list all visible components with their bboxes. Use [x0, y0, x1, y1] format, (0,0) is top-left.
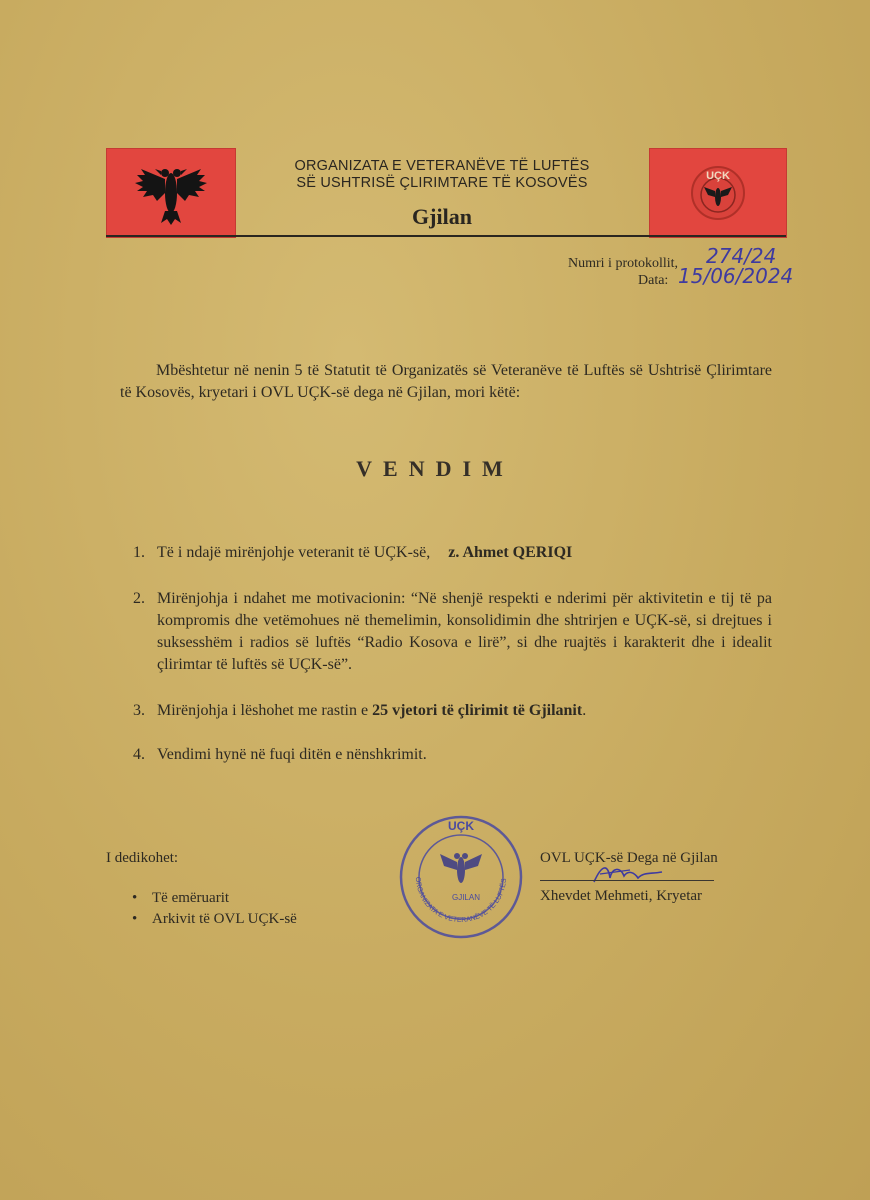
decision-title: VENDIM — [356, 456, 514, 481]
protocol-number-label: Numri i protokollit, — [568, 256, 679, 271]
signatory-name: Xhevdet Mehmeti, Kryetar — [540, 888, 703, 904]
stamp-top-text: UÇK — [448, 819, 474, 833]
official-stamp — [396, 812, 526, 942]
double-headed-eagle-icon — [107, 149, 235, 237]
item-number: 3. — [133, 702, 145, 719]
dedicated-label: I dedikohet: — [106, 850, 179, 866]
item-text: Të i ndajë mirënjohje veteranit të UÇK-së, — [157, 544, 431, 561]
item-number: 4. — [133, 746, 145, 763]
recipient-name: z. Ahmet QERIQI — [448, 544, 573, 561]
stamp-seal-icon — [396, 812, 526, 942]
item-text: Mirënjohja i ndahet me motivacionin: “Në shenjë respekti e nderimi për aktivitetin e tij të pa kompromis dhe vetëmohues në themelimin, konsolidimin dhe shtrirjen e UÇK-së, si drejtues i suksesshëm i radios së luftës “Radio Kosova e lirë”, si dhe ruajtës i karakterit dhe i idealit çlirimtar të luftës së UÇK-së”. — [157, 590, 772, 673]
handwritten-signature — [590, 860, 670, 888]
list-item: • Arkivit të OVL UÇK-së — [130, 909, 297, 930]
decision-item-3 — [133, 700, 772, 722]
header-rule — [106, 235, 786, 237]
org-name-line-2: SË USHTRISË ÇLIRIMTARE TË KOSOVËS — [296, 175, 588, 191]
item-text-end: . — [582, 702, 587, 719]
decision-item-4 — [133, 744, 772, 766]
signature-line — [540, 880, 714, 881]
decision-item-2 — [133, 588, 772, 676]
intro-paragraph: Mbështetur në nenin 5 të Statutit të Organizatës së Veteranëve të Luftës së Ushtrisë Çlirimtare të Kosovës, kryetari i OVL UÇK-së dega në Gjilan, mori këtë: — [120, 362, 772, 401]
org-name-line-1: ORGANIZATA E VETERANËVE TË LUFTËS — [294, 158, 590, 174]
branch-name: OVL UÇK-së Dega në Gjilan — [540, 850, 718, 866]
item-text: Vendimi hynë në fuqi ditën e nënshkrimit. — [157, 746, 427, 763]
uck-emblem-icon — [650, 149, 786, 237]
uck-emblem-label: UÇK — [706, 170, 730, 182]
protocol-number-value: 274/24 — [706, 244, 777, 268]
protocol-date-value: 15/06/2024 — [678, 264, 794, 288]
protocol-date-label: Data: — [638, 273, 669, 288]
albanian-flag — [106, 148, 236, 238]
stamp-arc-text: ORGANIZATA E VETERANËVE TË LUFTËS — [413, 876, 509, 925]
city-title: Gjilan — [412, 204, 472, 229]
item-number: 1. — [133, 544, 145, 561]
item-number: 2. — [133, 590, 145, 607]
decision-item-1 — [133, 542, 772, 564]
stamp-center-text: GJILAN — [451, 893, 481, 902]
uck-flag — [649, 148, 787, 238]
item-text: Mirënjohja i lëshohet me rastin e — [157, 702, 369, 719]
recipients-list — [130, 888, 297, 930]
list-item: • Të emëruarit — [130, 888, 297, 909]
anniversary-text: 25 vjetori të çlirimit të Gjilanit — [372, 702, 583, 719]
